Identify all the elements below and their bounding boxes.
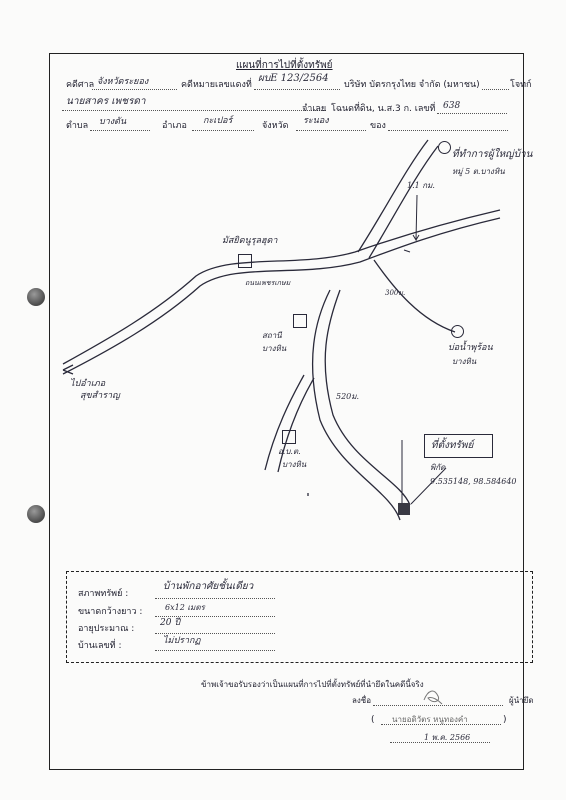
- deed-label: โฉนดที่ดิน, น.ส.3 ก. เลขที่: [331, 104, 436, 114]
- certification-statement: ข้าพเจ้าขอรับรองว่าเป็นแผนที่การไปที่ตั้งทรัพย์ที่นำยึดในคดีนี้จริง: [201, 680, 424, 689]
- property-size-value: 6x12 เมตร: [165, 603, 205, 612]
- province-value: ระนอง: [303, 116, 329, 126]
- station-label-2: บางหิน: [262, 344, 287, 353]
- province-label: จังหวัด: [262, 121, 289, 131]
- court-value: จังหวัดระยอง: [97, 77, 149, 87]
- district-value: กะเปอร์: [203, 116, 233, 126]
- subdistrict-value: บางดัน: [99, 117, 127, 127]
- case-value: ผบE 123/2564: [258, 73, 329, 84]
- defendant-value: นายสาคร เพชรดา: [66, 96, 146, 107]
- property-location-label: ที่ตั้งทรัพย์: [431, 440, 474, 451]
- court-label: คดีศาล: [66, 80, 95, 90]
- signer-name: นายอดิวัตร หนูทองคำ: [392, 715, 468, 724]
- station-label-1: สถานี: [262, 331, 282, 340]
- company-name: บริษัท บัตรกรุงไทย จำกัด (มหาชน): [344, 80, 480, 90]
- village-head-office-label: ที่ทำการผู้ใหญ่บ้าน: [452, 149, 533, 160]
- district-label: อำเภอ: [162, 121, 187, 131]
- house-number-value: ไม่ปรากฏ: [163, 636, 201, 646]
- road-label: ถนนเพชรเกษม: [245, 279, 291, 287]
- deed-value: 638: [443, 101, 461, 111]
- property-size-label: ขนาดกว้างยาว :: [78, 607, 143, 617]
- distance-3-label: 520ม.: [336, 392, 360, 401]
- left-direction-label-1: ไปอำเภอ: [70, 379, 106, 389]
- signer-name-open-paren: (: [371, 715, 375, 725]
- distance-2-label: 300ม.: [385, 289, 406, 297]
- hot-spring-label-1: บ่อน้ำพุร้อน: [448, 343, 493, 353]
- property-age-label: อายุประมาณ :: [78, 624, 135, 634]
- document-title: แผนที่การไปที่ตั้งทรัพย์: [236, 60, 333, 71]
- distance-1-label: 1.1 กม.: [407, 181, 435, 190]
- case-label: คดีหมายเลขแดงที่: [181, 80, 252, 90]
- coordinate-label: พิกัด: [430, 463, 446, 472]
- subdistrict-label: ตำบล: [66, 121, 89, 131]
- seizure-role: ผู้นำยึด: [509, 696, 534, 705]
- signer-name-close-paren: ): [503, 715, 507, 725]
- property-type-label: สภาพทรัพย์ :: [78, 589, 129, 599]
- house-number-label: บ้านเลขที่ :: [78, 641, 122, 651]
- property-type-value: บ้านพักอาศัยชั้นเดียว: [163, 581, 254, 592]
- coordinate-value: 9.535148, 98.584640: [430, 477, 517, 486]
- left-direction-label-2: สุขสำราญ: [80, 391, 120, 401]
- village-head-office-note: หมู่ 5 ต.บางหิน: [452, 167, 505, 176]
- office-label-1: อ.บ.ต.: [278, 447, 301, 456]
- owner-label: ของ: [370, 121, 386, 131]
- hot-spring-label-2: บางหิน: [452, 357, 477, 366]
- mosque-label: มัสยิดนูรุลฮุดา: [222, 236, 278, 246]
- defendant-label: จำเลย: [302, 104, 327, 114]
- plaintiff-label: โจทก์: [510, 80, 532, 90]
- property-age-value: 20 ปี: [160, 618, 181, 628]
- signature-label: ลงชื่อ: [352, 696, 372, 705]
- office-label-2: บางหิน: [282, 460, 307, 469]
- signature-date: 1 พ.ค. 2566: [424, 733, 471, 742]
